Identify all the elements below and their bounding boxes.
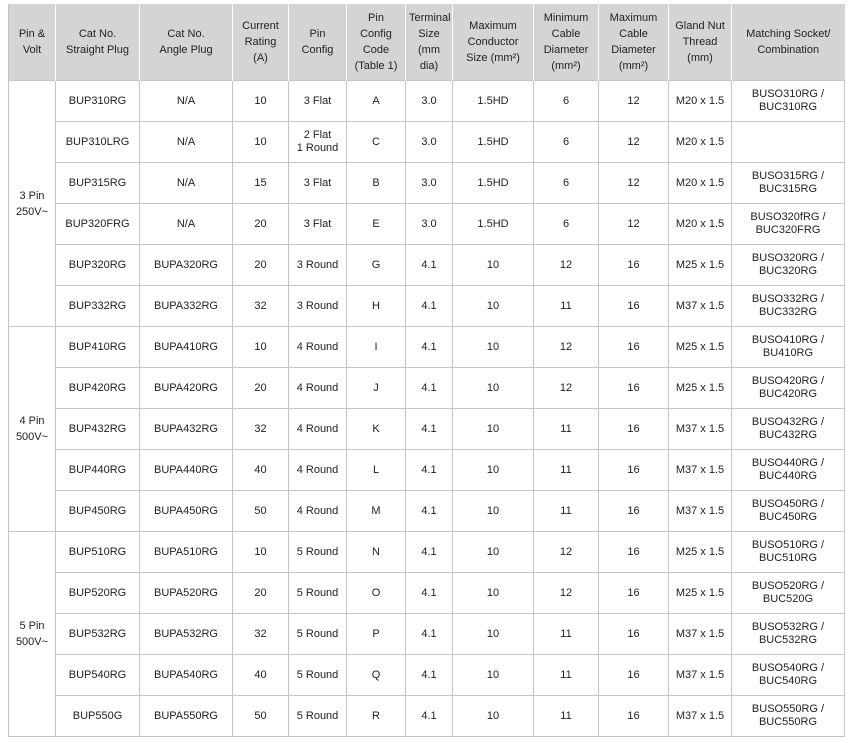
cell-gland-nut-thread: M25 x 1.5 — [669, 573, 732, 614]
header-pin-volt: Pin & Volt — [9, 4, 56, 81]
cell-current-rating: 40 — [233, 655, 289, 696]
cell-angle-plug: N/A — [140, 163, 233, 204]
cell-pin-config: 3 Flat — [289, 81, 347, 122]
cell-max-conductor: 10 — [453, 409, 534, 450]
cell-current-rating: 32 — [233, 409, 289, 450]
cell-max-conductor: 1.5HD — [453, 122, 534, 163]
cell-gland-nut-thread: M20 x 1.5 — [669, 122, 732, 163]
cell-pin-config-code: J — [347, 368, 406, 409]
cell-max-conductor: 10 — [453, 368, 534, 409]
cell-min-cable-diameter: 11 — [534, 286, 599, 327]
cell-pin-config: 3 Round — [289, 245, 347, 286]
cell-angle-plug: BUPA440RG — [140, 450, 233, 491]
cell-angle-plug: BUPA410RG — [140, 327, 233, 368]
cell-min-cable-diameter: 11 — [534, 491, 599, 532]
cell-max-conductor: 10 — [453, 327, 534, 368]
cell-pin-config: 5 Round — [289, 573, 347, 614]
header-straight-plug: Cat No. Straight Plug — [56, 4, 140, 81]
cell-pin-config: 4 Round — [289, 409, 347, 450]
cell-min-cable-diameter: 11 — [534, 655, 599, 696]
cell-matching-socket: BUSO310RG / BUC310RG — [732, 81, 845, 122]
cell-gland-nut-thread: M37 x 1.5 — [669, 655, 732, 696]
header-pin-config: Pin Config — [289, 4, 347, 81]
header-current-rating: Current Rating (A) — [233, 4, 289, 81]
cell-min-cable-diameter: 11 — [534, 614, 599, 655]
cell-max-cable-diameter: 16 — [599, 655, 669, 696]
cell-pin-volt-group: 4 Pin 500V~ — [9, 327, 56, 532]
cell-gland-nut-thread: M37 x 1.5 — [669, 696, 732, 737]
cell-straight-plug: BUP510RG — [56, 532, 140, 573]
table-row — [9, 122, 845, 163]
cell-pin-config: 3 Round — [289, 286, 347, 327]
cell-straight-plug: BUP420RG — [56, 368, 140, 409]
cell-angle-plug: N/A — [140, 204, 233, 245]
cell-straight-plug: BUP520RG — [56, 573, 140, 614]
table-row — [9, 286, 845, 327]
cell-terminal-size: 4.1 — [406, 409, 453, 450]
cell-gland-nut-thread: M20 x 1.5 — [669, 81, 732, 122]
cell-straight-plug: BUP320FRG — [56, 204, 140, 245]
table-row — [9, 245, 845, 286]
cell-min-cable-diameter: 11 — [534, 450, 599, 491]
cell-straight-plug: BUP550G — [56, 696, 140, 737]
table-row — [9, 163, 845, 204]
cell-pin-config: 5 Round — [289, 532, 347, 573]
cell-current-rating: 20 — [233, 368, 289, 409]
cell-max-conductor: 1.5HD — [453, 204, 534, 245]
cell-pin-config: 3 Flat — [289, 204, 347, 245]
cell-max-cable-diameter: 16 — [599, 286, 669, 327]
cell-straight-plug: BUP310RG — [56, 81, 140, 122]
table-row — [9, 409, 845, 450]
header-min-cable-diameter: Minimum Cable Diameter (mm²) — [534, 4, 599, 81]
cell-current-rating: 50 — [233, 491, 289, 532]
cell-straight-plug: BUP410RG — [56, 327, 140, 368]
cell-pin-config: 5 Round — [289, 614, 347, 655]
cell-max-conductor: 10 — [453, 696, 534, 737]
cell-gland-nut-thread: M37 x 1.5 — [669, 450, 732, 491]
cell-current-rating: 20 — [233, 204, 289, 245]
cell-terminal-size: 4.1 — [406, 696, 453, 737]
cell-pin-config-code: K — [347, 409, 406, 450]
cell-current-rating: 20 — [233, 245, 289, 286]
cell-max-conductor: 10 — [453, 614, 534, 655]
table-row — [9, 614, 845, 655]
cell-gland-nut-thread: M37 x 1.5 — [669, 409, 732, 450]
cell-angle-plug: BUPA320RG — [140, 245, 233, 286]
cell-pin-volt-group: 5 Pin 500V~ — [9, 532, 56, 737]
cell-matching-socket: BUSO450RG / BUC450RG — [732, 491, 845, 532]
cell-straight-plug: BUP320RG — [56, 245, 140, 286]
cell-max-cable-diameter: 12 — [599, 204, 669, 245]
cell-max-cable-diameter: 16 — [599, 491, 669, 532]
cell-matching-socket: BUSO432RG / BUC432RG — [732, 409, 845, 450]
table-row — [9, 368, 845, 409]
cell-pin-config: 4 Round — [289, 491, 347, 532]
cell-min-cable-diameter: 11 — [534, 409, 599, 450]
cell-terminal-size: 4.1 — [406, 327, 453, 368]
cell-pin-config-code: G — [347, 245, 406, 286]
cell-angle-plug: BUPA420RG — [140, 368, 233, 409]
cell-matching-socket: BUSO520RG / BUC520G — [732, 573, 845, 614]
cell-straight-plug: BUP540RG — [56, 655, 140, 696]
cell-matching-socket: BUSO510RG / BUC510RG — [732, 532, 845, 573]
cell-angle-plug: N/A — [140, 81, 233, 122]
cell-terminal-size: 4.1 — [406, 532, 453, 573]
cell-gland-nut-thread: M37 x 1.5 — [669, 491, 732, 532]
cell-matching-socket — [732, 122, 845, 163]
cell-terminal-size: 3.0 — [406, 204, 453, 245]
cell-gland-nut-thread: M37 x 1.5 — [669, 286, 732, 327]
cell-gland-nut-thread: M25 x 1.5 — [669, 368, 732, 409]
cell-angle-plug: BUPA432RG — [140, 409, 233, 450]
cell-straight-plug: BUP332RG — [56, 286, 140, 327]
cell-max-cable-diameter: 12 — [599, 163, 669, 204]
cell-max-conductor: 1.5HD — [453, 81, 534, 122]
table-row — [9, 696, 845, 737]
cell-pin-config-code: L — [347, 450, 406, 491]
cell-pin-config: 4 Round — [289, 368, 347, 409]
cell-max-cable-diameter: 16 — [599, 573, 669, 614]
cell-angle-plug: BUPA540RG — [140, 655, 233, 696]
cell-matching-socket: BUSO440RG / BUC440RG — [732, 450, 845, 491]
table-row — [9, 491, 845, 532]
header-matching-socket: Matching Socket/ Combination — [732, 4, 845, 81]
cell-current-rating: 15 — [233, 163, 289, 204]
table-body — [9, 81, 845, 737]
cell-current-rating: 20 — [233, 573, 289, 614]
cell-current-rating: 32 — [233, 286, 289, 327]
cell-max-conductor: 10 — [453, 573, 534, 614]
cell-current-rating: 40 — [233, 450, 289, 491]
cell-pin-config: 5 Round — [289, 655, 347, 696]
cell-straight-plug: BUP532RG — [56, 614, 140, 655]
cell-min-cable-diameter: 6 — [534, 163, 599, 204]
cell-matching-socket: BUSO550RG / BUC550RG — [732, 696, 845, 737]
cell-matching-socket: BUSO532RG / BUC532RG — [732, 614, 845, 655]
cell-current-rating: 10 — [233, 327, 289, 368]
cell-max-conductor: 10 — [453, 245, 534, 286]
cell-max-cable-diameter: 16 — [599, 368, 669, 409]
cell-pin-config-code: N — [347, 532, 406, 573]
cell-min-cable-diameter: 6 — [534, 122, 599, 163]
cell-current-rating: 10 — [233, 122, 289, 163]
cell-straight-plug: BUP440RG — [56, 450, 140, 491]
cell-terminal-size: 3.0 — [406, 81, 453, 122]
header-max-conductor: Maximum Conductor Size (mm²) — [453, 4, 534, 81]
cell-pin-config-code: P — [347, 614, 406, 655]
cell-pin-config: 5 Round — [289, 696, 347, 737]
cell-max-cable-diameter: 16 — [599, 614, 669, 655]
cell-angle-plug: BUPA450RG — [140, 491, 233, 532]
cell-pin-config-code: B — [347, 163, 406, 204]
cell-pin-config-code: C — [347, 122, 406, 163]
cell-min-cable-diameter: 12 — [534, 368, 599, 409]
cell-gland-nut-thread: M25 x 1.5 — [669, 327, 732, 368]
cell-gland-nut-thread: M20 x 1.5 — [669, 163, 732, 204]
cell-matching-socket: BUSO332RG / BUC332RG — [732, 286, 845, 327]
cell-gland-nut-thread: M20 x 1.5 — [669, 204, 732, 245]
cell-straight-plug: BUP315RG — [56, 163, 140, 204]
cell-terminal-size: 4.1 — [406, 573, 453, 614]
cell-gland-nut-thread: M25 x 1.5 — [669, 245, 732, 286]
cell-matching-socket: BUSO315RG / BUC315RG — [732, 163, 845, 204]
cell-max-cable-diameter: 16 — [599, 409, 669, 450]
cell-max-conductor: 10 — [453, 491, 534, 532]
cell-max-cable-diameter: 16 — [599, 450, 669, 491]
cell-max-cable-diameter: 16 — [599, 327, 669, 368]
cell-terminal-size: 4.1 — [406, 491, 453, 532]
cell-pin-config-code: O — [347, 573, 406, 614]
cell-pin-config: 4 Round — [289, 327, 347, 368]
cell-max-cable-diameter: 16 — [599, 696, 669, 737]
cell-pin-config: 4 Round — [289, 450, 347, 491]
cell-min-cable-diameter: 11 — [534, 696, 599, 737]
cell-min-cable-diameter: 12 — [534, 245, 599, 286]
cell-matching-socket: BUSO410RG / BU410RG — [732, 327, 845, 368]
cell-matching-socket: BUSO420RG / BUC420RG — [732, 368, 845, 409]
table-row — [9, 573, 845, 614]
cell-max-conductor: 10 — [453, 286, 534, 327]
cell-max-conductor: 1.5HD — [453, 163, 534, 204]
cell-straight-plug: BUP432RG — [56, 409, 140, 450]
cell-gland-nut-thread: M37 x 1.5 — [669, 614, 732, 655]
cell-terminal-size: 4.1 — [406, 614, 453, 655]
table-row — [9, 81, 845, 122]
cell-pin-config-code: R — [347, 696, 406, 737]
cell-max-cable-diameter: 12 — [599, 122, 669, 163]
header-row — [9, 4, 845, 81]
cell-angle-plug: N/A — [140, 122, 233, 163]
cell-terminal-size: 3.0 — [406, 122, 453, 163]
cell-angle-plug: BUPA332RG — [140, 286, 233, 327]
cell-min-cable-diameter: 12 — [534, 532, 599, 573]
cell-terminal-size: 4.1 — [406, 450, 453, 491]
cell-min-cable-diameter: 6 — [534, 81, 599, 122]
cell-min-cable-diameter: 6 — [534, 204, 599, 245]
cell-pin-config: 2 Flat 1 Round — [289, 122, 347, 163]
cell-current-rating: 10 — [233, 81, 289, 122]
table-row — [9, 204, 845, 245]
cell-current-rating: 32 — [233, 614, 289, 655]
cell-max-conductor: 10 — [453, 450, 534, 491]
plug-specification-table — [8, 4, 845, 737]
table-row — [9, 532, 845, 573]
header-max-cable-diameter: Maximum Cable Diameter (mm²) — [599, 4, 669, 81]
cell-pin-config-code: M — [347, 491, 406, 532]
cell-terminal-size: 4.1 — [406, 655, 453, 696]
cell-pin-config-code: E — [347, 204, 406, 245]
cell-max-cable-diameter: 12 — [599, 81, 669, 122]
cell-straight-plug: BUP450RG — [56, 491, 140, 532]
cell-pin-config: 3 Flat — [289, 163, 347, 204]
cell-current-rating: 50 — [233, 696, 289, 737]
cell-pin-config-code: Q — [347, 655, 406, 696]
header-gland-nut-thread: Gland Nut Thread (mm) — [669, 4, 732, 81]
cell-pin-config-code: A — [347, 81, 406, 122]
cell-pin-volt-group: 3 Pin 250V~ — [9, 81, 56, 327]
cell-angle-plug: BUPA510RG — [140, 532, 233, 573]
cell-terminal-size: 4.1 — [406, 286, 453, 327]
cell-straight-plug: BUP310LRG — [56, 122, 140, 163]
cell-matching-socket: BUSO320fRG / BUC320FRG — [732, 204, 845, 245]
cell-min-cable-diameter: 12 — [534, 573, 599, 614]
header-terminal-size: Terminal Size (mm dia) — [406, 4, 453, 81]
cell-terminal-size: 4.1 — [406, 368, 453, 409]
cell-terminal-size: 3.0 — [406, 163, 453, 204]
cell-max-conductor: 10 — [453, 655, 534, 696]
cell-min-cable-diameter: 12 — [534, 327, 599, 368]
cell-max-cable-diameter: 16 — [599, 245, 669, 286]
cell-pin-config-code: I — [347, 327, 406, 368]
header-angle-plug: Cat No. Angle Plug — [140, 4, 233, 81]
table-row — [9, 655, 845, 696]
header-pin-config-code: Pin Config Code (Table 1) — [347, 4, 406, 81]
cell-angle-plug: BUPA532RG — [140, 614, 233, 655]
table-row — [9, 327, 845, 368]
cell-terminal-size: 4.1 — [406, 245, 453, 286]
cell-max-cable-diameter: 16 — [599, 532, 669, 573]
cell-max-conductor: 10 — [453, 532, 534, 573]
cell-pin-config-code: H — [347, 286, 406, 327]
cell-matching-socket: BUSO320RG / BUC320RG — [732, 245, 845, 286]
cell-angle-plug: BUPA550RG — [140, 696, 233, 737]
cell-gland-nut-thread: M25 x 1.5 — [669, 532, 732, 573]
cell-angle-plug: BUPA520RG — [140, 573, 233, 614]
cell-matching-socket: BUSO540RG / BUC540RG — [732, 655, 845, 696]
cell-current-rating: 10 — [233, 532, 289, 573]
table-row — [9, 450, 845, 491]
